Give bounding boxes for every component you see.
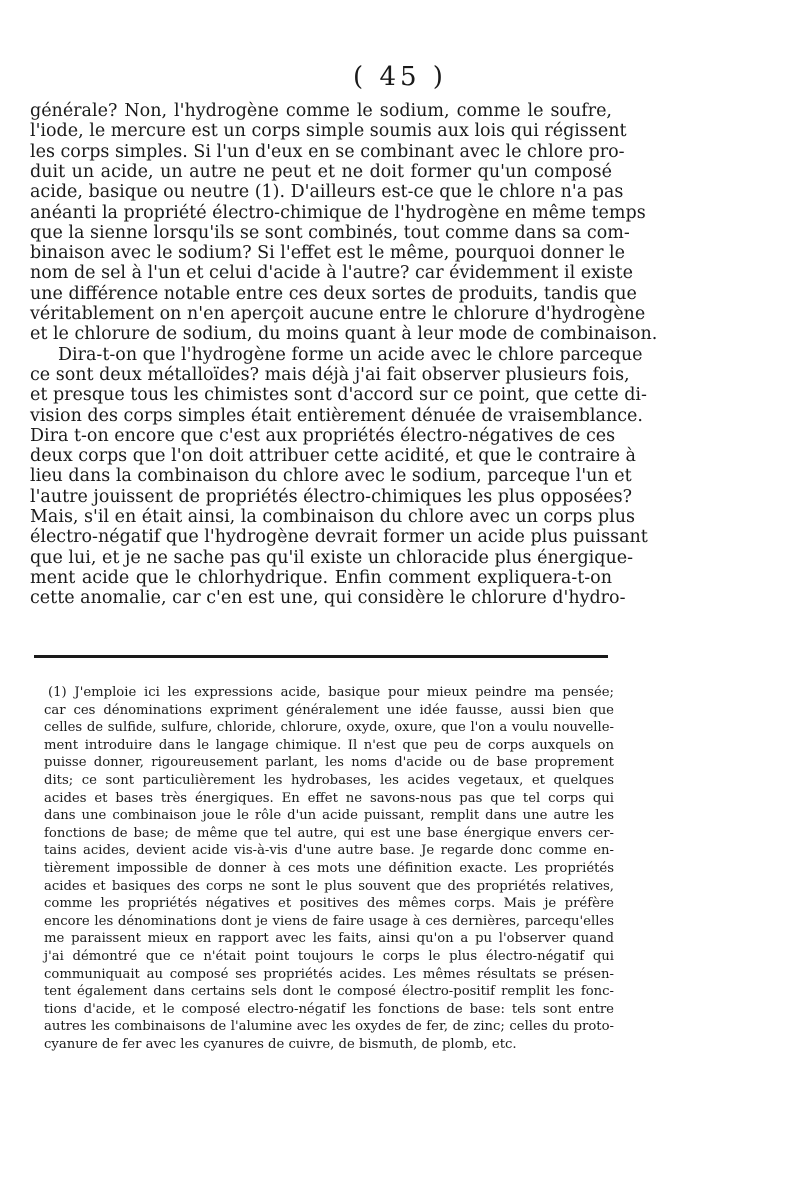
footnote-line: communiquait au composé ses propriétés acides. Les mêmes résultats se présen- bbox=[44, 966, 614, 982]
footnote-line: car ces dénominations expriment généralement une idée fausse, aussi bien que bbox=[44, 702, 614, 718]
body-line: Mais, s'il en était ainsi, la combinaison du chlore avec un corps plus bbox=[30, 507, 635, 527]
body-line: les corps simples. Si l'un d'eux en se combinant avec le chlore pro- bbox=[30, 141, 625, 162]
body-line: acide, basique ou neutre (1). D'ailleurs est-ce que le chlore n'a pas bbox=[30, 182, 624, 203]
footnote-line: dits; ce sont particulièrement les hydrobases, les acides vegetaux, et quelques bbox=[44, 773, 614, 788]
body-line: et presque tous les chimistes sont d'accord sur ce point, que cette di- bbox=[30, 385, 647, 406]
footnote-line: me paraissent mieux en rapport avec les faits, ainsi qu'on a pu l'observer quand bbox=[44, 931, 614, 947]
body-line: l'autre jouissent de propriétés électro-chimiques les plus opposées? bbox=[30, 486, 632, 507]
body-line: une différence notable entre ces deux sortes de produits, tandis que bbox=[30, 283, 637, 304]
footnote-line: tent également dans certains sels dont le composé électro-positif remplit les fonc- bbox=[44, 984, 614, 1000]
body-line: cette anomalie, car c'en est une, qui considère le chlorure d'hydro- bbox=[30, 588, 626, 609]
body-line: ce sont deux métalloïdes? mais déjà j'ai fait observer plusieurs fois, bbox=[30, 364, 630, 385]
footnote-line: celles de sulfide, sulfure, chloride, chlorure, oxyde, oxure, que l'on a voulu nouvelle- bbox=[44, 720, 614, 736]
footnote-line: dans une combinaison joue le rôle d'un acide puissant, remplit dans une autre les bbox=[44, 808, 614, 824]
page-number: ( 45 ) bbox=[353, 62, 447, 92]
body-line: électro-négatif que l'hydrogène devrait former un acide plus puissant bbox=[30, 527, 648, 548]
body-line: l'iode, le mercure est un corps simple soumis aux lois qui régissent bbox=[30, 121, 627, 142]
body-line: que la sienne lorsqu'ils se sont combinés, tout comme dans sa com- bbox=[30, 222, 630, 243]
body-line: duit un acide, un autre ne peut et ne doit former qu'un composé bbox=[30, 161, 612, 182]
footnote-line: comme les propriétés négatives et positives des mêmes corps. Mais je préfère bbox=[44, 896, 614, 912]
footnote-line: acides et bases très énergiques. En effet ne savons-nous pas que tel corps qui bbox=[44, 790, 614, 806]
footnote-line: tions d'acide, et le composé electro-négatif les fonctions de base: tels sont entre bbox=[44, 1001, 614, 1017]
body-line: nom de sel à l'un et celui d'acide à l'autre? car évidemment il existe bbox=[30, 263, 633, 284]
footnote-line: tièrement impossible de donner à ces mots une définition exacte. Les propriétés bbox=[44, 861, 614, 876]
footnote-line: puisse donner, rigoureusement parlant, les noms d'acide ou de base proprement bbox=[44, 755, 614, 771]
footnote-line: cyanure de fer avec les cyanures de cuivre, de bismuth, de plomb, etc. bbox=[44, 1037, 517, 1052]
body-line: binaison avec le sodium? Si l'effet est le même, pourquoi donner le bbox=[30, 243, 625, 264]
body-line: lieu dans la combinaison du chlore avec le sodium, parceque l'un et bbox=[30, 466, 632, 487]
body-line: véritablement on n'en aperçoit aucune entre le chlorure d'hydrogène bbox=[30, 304, 646, 324]
body-line: anéanti la propriété électro-chimique de l'hydrogène en même temps bbox=[30, 202, 646, 223]
footnote-line: ment introduire dans le langage chimique. Il n'est que peu de corps auxquels on bbox=[44, 737, 614, 753]
body-line: générale? Non, l'hydrogène comme le sodium, comme le soufre, bbox=[30, 101, 612, 121]
body-line: ment acide que le chlorhydrique. Enfin comment expliquera-t-on bbox=[30, 567, 612, 588]
body-line: Dira-t-on que l'hydrogène forme un acide avec le chlore parceque bbox=[58, 344, 643, 365]
footnote-line: acides et basiques des corps ne sont le plus souvent que des propriétés relatives, bbox=[44, 878, 614, 894]
footnote-separator-rule bbox=[34, 655, 608, 658]
body-line: deux corps que l'on doit attribuer cette acidité, et que le contraire à bbox=[30, 446, 636, 467]
footnote-line: autres les combinaisons de l'alumine avec les oxydes de fer, de zinc; celles du proto- bbox=[44, 1019, 614, 1035]
footnote-line: tains acides, devient acide vis-à-vis d'une autre base. Je regarde donc comme en- bbox=[44, 843, 614, 859]
body-line: Dira t-on encore que c'est aux propriétés électro-négatives de ces bbox=[30, 425, 616, 446]
body-line: et le chlorure de sodium, du moins quant à leur mode de combinaison. bbox=[30, 324, 658, 345]
body-line: vision des corps simples était entièrement dénuée de vraisemblance. bbox=[30, 405, 643, 426]
footnote-line: j'ai démontré que ce n'était point toujours le corps le plus électro-négatif qui bbox=[44, 949, 614, 964]
footnote-line: fonctions de base; de même que tel autre, qui est une base énergique envers cer- bbox=[44, 825, 614, 841]
footnote-line: (1) J'emploie ici les expressions acide, basique pour mieux peindre ma pensée; bbox=[48, 685, 614, 700]
footnote-line: encore les dénominations dont je viens de faire usage à ces dernières, parcequ'elles bbox=[44, 913, 614, 929]
body-line: que lui, et je ne sache pas qu'il existe un chloracide plus énergique- bbox=[30, 547, 633, 568]
